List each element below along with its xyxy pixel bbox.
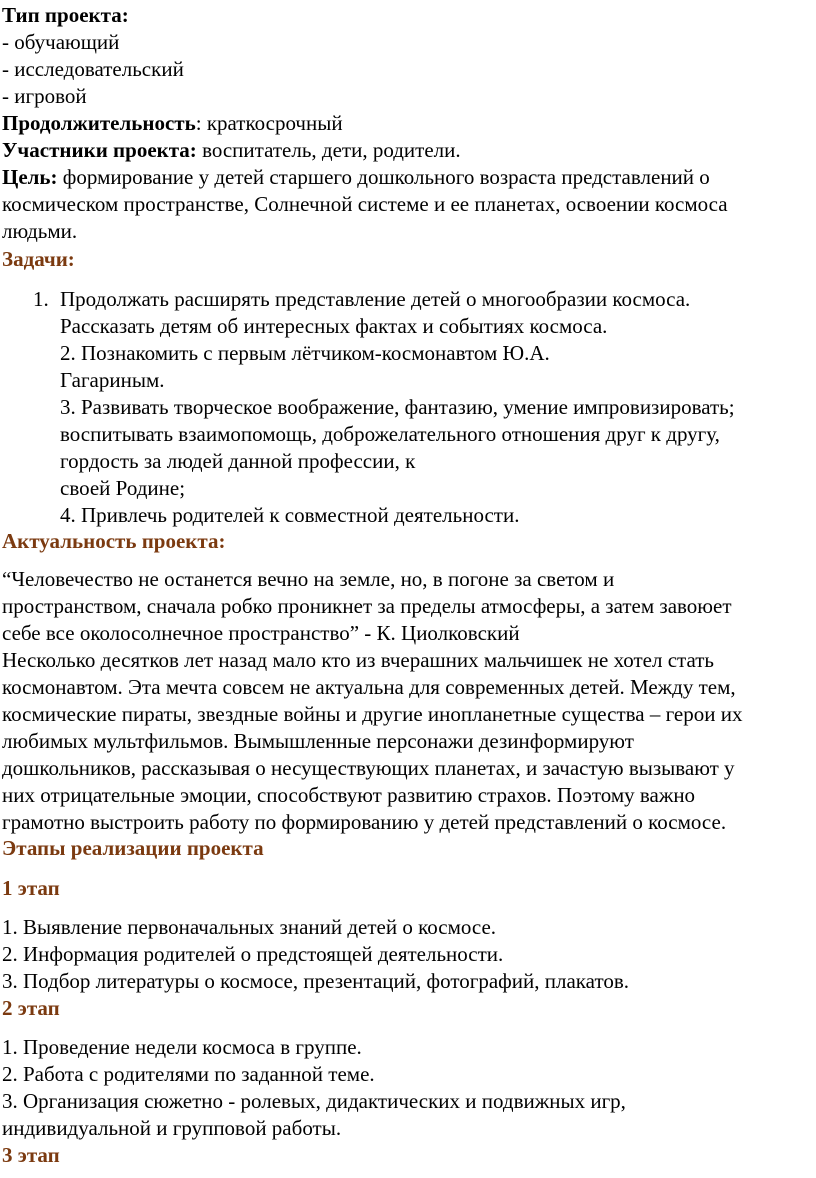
duration-line	[2, 110, 343, 137]
stage-title: 2 этап	[2, 996, 60, 1020]
relevance-line: них отрицательные эмоции, способствуют развитию страхов. Поэтому важно	[2, 783, 696, 807]
goal-line	[2, 164, 710, 191]
goal-text: людьми.	[2, 219, 78, 243]
task-line: своей Родине;	[60, 476, 186, 500]
project-type-item: - игровой	[2, 84, 87, 108]
project-type-label: Тип проекта:	[2, 3, 129, 27]
stage-item: индивидуальной и групповой работы.	[2, 1116, 342, 1140]
goal-label: Цель:	[2, 165, 58, 189]
stage-item: 1. Выявление первоначальных знаний детей о космосе.	[2, 915, 497, 939]
stage-item: 2. Информация родителей о предстоящей деятельности.	[2, 942, 504, 966]
task-line: 3. Развивать творческое воображение, фантазию, умение импровизировать;	[60, 395, 735, 419]
stage-title: 3 этап	[2, 1143, 60, 1167]
tasks-list-marker: 1.	[33, 287, 49, 311]
duration-label: Продолжительность	[2, 111, 196, 135]
goal-text: космическом пространстве, Солнечной системе и ее планетах, освоении космоса	[2, 192, 728, 216]
stage-item: 2. Работа с родителями по заданной теме.	[2, 1062, 375, 1086]
task-line: воспитывать взаимопомощь, доброжелательного отношения друг к другу,	[60, 422, 720, 446]
relevance-line: космонавтом. Эта мечта совсем не актуальна для современных детей. Между тем,	[2, 675, 736, 699]
relevance-heading: Актуальность проекта:	[2, 529, 226, 553]
relevance-line: Несколько десятков лет назад мало кто из вчерашних мальчишек не хотел стать	[2, 648, 715, 672]
goal-text: формирование у детей старшего дошкольного возраста представлений о	[57, 165, 710, 189]
task-line: 4. Привлечь родителей к совместной деятельности.	[60, 503, 520, 527]
task-line: гордость за людей данной профессии, к	[60, 449, 416, 473]
relevance-line: любимых мультфильмов. Вымышленные персонажи дезинформируют	[2, 729, 634, 753]
participants-value: воспитатель, дети, родители.	[196, 138, 461, 162]
participants-label: Участники проекта:	[2, 138, 197, 162]
relevance-line: “Человечество не останется вечно на земле, но, в погоне за светом и	[2, 567, 615, 591]
task-line: 2. Познакомить с первым лётчиком-космонавтом Ю.А.	[60, 341, 550, 365]
relevance-line: себе все околосолнечное пространство” - К. Циолковский	[2, 621, 520, 645]
relevance-line: грамотно выстроить работу по формированию у детей представлений о космосе.	[2, 810, 727, 834]
project-type-item: - исследовательский	[2, 57, 184, 81]
stage-item: 1. Проведение недели космоса в группе.	[2, 1035, 362, 1059]
stage-title: 1 этап	[2, 876, 60, 900]
project-type-item: - обучающий	[2, 30, 120, 54]
participants-line	[2, 137, 461, 164]
stage-item: 3. Подбор литературы о космосе, презентаций, фотографий, плакатов.	[2, 969, 630, 993]
tasks-heading: Задачи:	[2, 247, 75, 271]
relevance-line: пространством, сначала робко проникнет за пределы атмосферы, а затем завоюет	[2, 594, 732, 618]
duration-value: : краткосрочный	[195, 111, 343, 135]
stages-heading: Этапы реализации проекта	[2, 836, 264, 860]
relevance-line: космические пираты, звездные войны и другие инопланетные существа – герои их	[2, 702, 743, 726]
task-line: Гагариным.	[60, 368, 165, 392]
relevance-line: дошкольников, рассказывая о несуществующих планетах, и зачастую вызывают у	[2, 756, 735, 780]
stage-item: 3. Организация сюжетно - ролевых, дидактических и подвижных игр,	[2, 1089, 626, 1113]
task-line: Рассказать детям об интересных фактах и событиях космоса.	[60, 314, 608, 338]
task-line: Продолжать расширять представление детей о многообразии космоса.	[60, 287, 691, 311]
